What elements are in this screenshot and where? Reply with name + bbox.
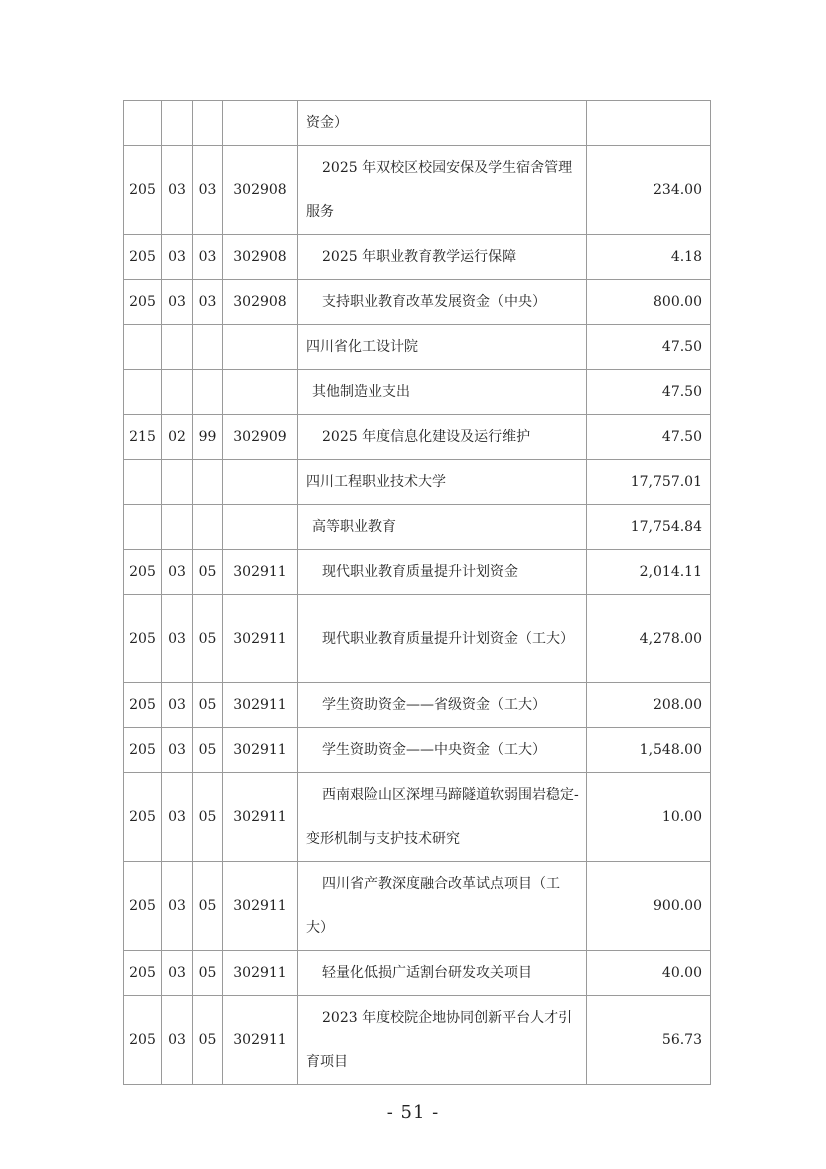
item-code-cell [193, 505, 223, 550]
amount-cell: 4,278.00 [587, 595, 711, 683]
amount-cell: 2,014.11 [587, 550, 711, 595]
amount-cell: 40.00 [587, 951, 711, 996]
item-code-cell [193, 325, 223, 370]
amount-cell: 47.50 [587, 325, 711, 370]
table-row [124, 505, 711, 550]
amount-cell [587, 101, 711, 146]
item-code-cell [193, 101, 223, 146]
economic-code-cell: 302908 [223, 235, 298, 280]
class-code-cell: 215 [124, 415, 162, 460]
economic-code-cell [223, 505, 298, 550]
economic-code-cell: 302909 [223, 415, 298, 460]
project-name-cell: 高等职业教育 [298, 505, 587, 550]
item-code-cell [193, 460, 223, 505]
economic-code-cell [223, 460, 298, 505]
item-code-cell: 03 [193, 235, 223, 280]
table-body [124, 101, 711, 1085]
class-code-cell: 205 [124, 683, 162, 728]
item-code-cell: 05 [193, 728, 223, 773]
amount-cell: 900.00 [587, 862, 711, 951]
item-code-cell: 99 [193, 415, 223, 460]
section-code-cell: 03 [162, 146, 193, 235]
class-code-cell: 205 [124, 773, 162, 862]
section-code-cell: 03 [162, 862, 193, 951]
item-code-cell: 05 [193, 951, 223, 996]
section-code-cell: 03 [162, 728, 193, 773]
item-code-cell: 05 [193, 773, 223, 862]
class-code-cell: 205 [124, 728, 162, 773]
section-code-cell: 03 [162, 773, 193, 862]
section-code-cell: 03 [162, 280, 193, 325]
class-code-cell: 205 [124, 996, 162, 1085]
table-row [124, 235, 711, 280]
amount-cell: 47.50 [587, 415, 711, 460]
budget-table [123, 100, 711, 1085]
class-code-cell: 205 [124, 550, 162, 595]
amount-cell: 10.00 [587, 773, 711, 862]
table-row [124, 370, 711, 415]
item-code-cell: 03 [193, 280, 223, 325]
project-name-cell: 学生资助资金——省级资金（工大） [298, 683, 587, 728]
project-name-cell: 现代职业教育质量提升计划资金（工大） [298, 595, 587, 683]
amount-cell: 1,548.00 [587, 728, 711, 773]
table-row [124, 415, 711, 460]
table-row [124, 101, 711, 146]
section-code-cell [162, 325, 193, 370]
class-code-cell: 205 [124, 595, 162, 683]
item-code-cell: 05 [193, 996, 223, 1085]
item-code-cell [193, 370, 223, 415]
page-number: - 51 - [386, 1102, 440, 1123]
economic-code-cell: 302908 [223, 146, 298, 235]
project-name-cell: 其他制造业支出 [298, 370, 587, 415]
class-code-cell [124, 325, 162, 370]
table-row [124, 683, 711, 728]
project-name-cell: 四川省化工设计院 [298, 325, 587, 370]
table-row [124, 550, 711, 595]
class-code-cell [124, 460, 162, 505]
project-name-cell: 四川工程职业技术大学 [298, 460, 587, 505]
table-row [124, 728, 711, 773]
item-code-cell: 05 [193, 595, 223, 683]
table-row [124, 460, 711, 505]
table-row [124, 996, 711, 1085]
class-code-cell: 205 [124, 862, 162, 951]
section-code-cell [162, 370, 193, 415]
project-name-cell: 四川省产教深度融合改革试点项目（工大） [298, 862, 587, 951]
economic-code-cell: 302911 [223, 862, 298, 951]
section-code-cell: 03 [162, 996, 193, 1085]
item-code-cell: 03 [193, 146, 223, 235]
item-code-cell: 05 [193, 683, 223, 728]
project-name-cell: 西南艰险山区深埋马蹄隧道软弱围岩稳定-变形机制与支护技术研究 [298, 773, 587, 862]
section-code-cell: 02 [162, 415, 193, 460]
table-row [124, 951, 711, 996]
table-row [124, 146, 711, 235]
section-code-cell: 03 [162, 595, 193, 683]
project-name-cell: 2023 年度校院企地协同创新平台人才引育项目 [298, 996, 587, 1085]
project-name-cell: 轻量化低损广适割台研发攻关项目 [298, 951, 587, 996]
economic-code-cell: 302911 [223, 683, 298, 728]
section-code-cell: 03 [162, 235, 193, 280]
section-code-cell [162, 505, 193, 550]
amount-cell: 17,754.84 [587, 505, 711, 550]
economic-code-cell: 302911 [223, 595, 298, 683]
class-code-cell [124, 370, 162, 415]
class-code-cell: 205 [124, 951, 162, 996]
amount-cell: 234.00 [587, 146, 711, 235]
project-name-cell: 2025 年双校区校园安保及学生宿舍管理服务 [298, 146, 587, 235]
table-row [124, 773, 711, 862]
class-code-cell [124, 101, 162, 146]
economic-code-cell: 302908 [223, 280, 298, 325]
amount-cell: 4.18 [587, 235, 711, 280]
amount-cell: 800.00 [587, 280, 711, 325]
table-row [124, 325, 711, 370]
economic-code-cell: 302911 [223, 951, 298, 996]
economic-code-cell: 302911 [223, 550, 298, 595]
amount-cell: 208.00 [587, 683, 711, 728]
table-row [124, 595, 711, 683]
class-code-cell: 205 [124, 235, 162, 280]
economic-code-cell: 302911 [223, 996, 298, 1085]
table-row [124, 280, 711, 325]
item-code-cell: 05 [193, 862, 223, 951]
amount-cell: 56.73 [587, 996, 711, 1085]
class-code-cell: 205 [124, 280, 162, 325]
amount-cell: 17,757.01 [587, 460, 711, 505]
project-name-cell: 学生资助资金——中央资金（工大） [298, 728, 587, 773]
project-name-cell: 资金） [298, 101, 587, 146]
class-code-cell [124, 505, 162, 550]
project-name-cell: 现代职业教育质量提升计划资金 [298, 550, 587, 595]
section-code-cell [162, 460, 193, 505]
project-name-cell: 2025 年度信息化建设及运行维护 [298, 415, 587, 460]
section-code-cell: 03 [162, 550, 193, 595]
economic-code-cell [223, 325, 298, 370]
amount-cell: 47.50 [587, 370, 711, 415]
table-row [124, 862, 711, 951]
section-code-cell: 03 [162, 951, 193, 996]
class-code-cell: 205 [124, 146, 162, 235]
section-code-cell: 03 [162, 683, 193, 728]
economic-code-cell [223, 370, 298, 415]
economic-code-cell: 302911 [223, 728, 298, 773]
project-name-cell: 支持职业教育改革发展资金（中央） [298, 280, 587, 325]
item-code-cell: 05 [193, 550, 223, 595]
economic-code-cell [223, 101, 298, 146]
project-name-cell: 2025 年职业教育教学运行保障 [298, 235, 587, 280]
section-code-cell [162, 101, 193, 146]
economic-code-cell: 302911 [223, 773, 298, 862]
